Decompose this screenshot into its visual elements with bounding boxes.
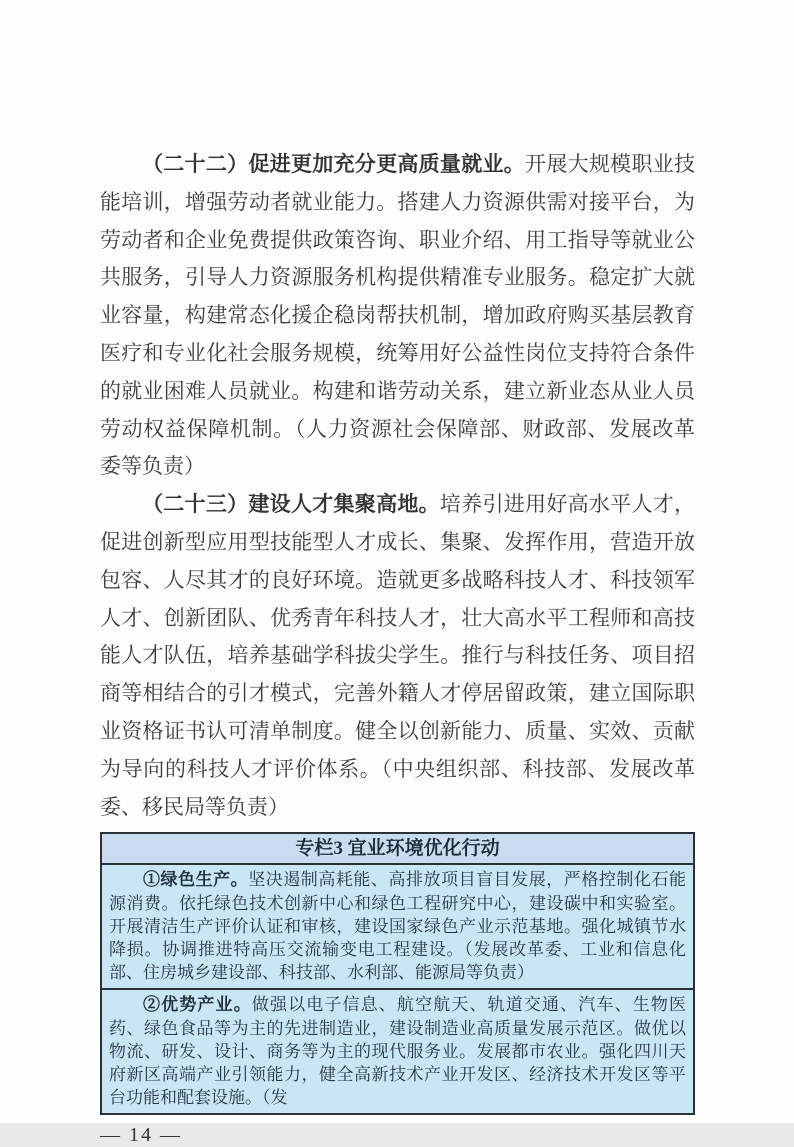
page-number: — 14 — <box>100 1124 182 1147</box>
panel-item-2-body: 做强以电子信息、航空航天、轨道交通、汽车、生物医药、绿色食品等为主的先进制造业，建设制造业高质量发展示范区。做优以物流、研发、设计、商务等为主的现代服务业。发展都市农业。强化四川天府新区高端产业引领能力，健全高新技术产业开发区、经济技术开发区等平台功能和配套设施。（发 <box>109 995 686 1108</box>
paragraph-22 <box>100 146 695 486</box>
panel-item-1-lead: ①绿色生产。 <box>143 870 249 890</box>
paragraph-23-body: 培养引进用好高水平人才，促进创新型应用型技能型人才成长、集聚、发挥作用，营造开放包容、人尽其才的良好环境。造就更多战略科技人才、科技领军人才、创新团队、优秀青年科技人才，壮大高水平工程师和高技能人才队伍，培养基础学科拔尖学生。推行与科技任务、项目招商等相结合的引才模式，完善外籍人才停居留政策，建立国际职业资格证书认可清单制度。健全以创新能力、质量、实效、贡献为导向的科技人才评价体系。（中央组织部、科技部、发展改革委、移民局等负责） <box>100 492 696 819</box>
paragraph-23-lead: （二十三）建设人才集聚高地。 <box>142 492 440 517</box>
panel-title: 专栏3 宜业环境优化行动 <box>102 834 693 865</box>
paragraph-23 <box>100 486 695 826</box>
panel-item-advantage-industry <box>102 988 693 1113</box>
panel-item-1-body: 坚决遏制高耗能、高排放项目盲目发展，严格控制化石能源消费。依托绿色技术创新中心和绿色工程研究中心，建设碳中和实验室。开展清洁生产评价认证和审核，建设国家绿色产业示范基地。强化城镇节水降损。协调推进特高压交流输变电工程建设。（发展改革委、工业和信息化部、住房城乡建设部、科技部、水利部、能源局等负责） <box>109 870 687 983</box>
paragraph-22-lead: （二十二）促进更加充分更高质量就业。 <box>142 152 526 176</box>
paragraph-22-body: 开展大规模职业技能培训，增强劳动者就业能力。搭建人力资源供需对接平台，为劳动者和企业免费提供政策咨询、职业介绍、用工指导等就业公共服务，引导人力资源服务机构提供精准专业服务。稳定扩大就业容量，构建常态化援企稳岗帮扶机制，增加政府购买基层教育医疗和专业化社会服务规模，统筹用好公益性岗位支持符合条件的就业困难人员就业。构建和谐劳动关系，建立新业态从业人员劳动权益保障机制。（人力资源社会保障部、财政部、发展改革委等负责） <box>100 152 696 479</box>
panel-item-green-production <box>102 865 693 988</box>
panel-box <box>100 832 695 1115</box>
panel-item-1-paragraph <box>109 868 686 984</box>
panel-item-2-paragraph <box>109 993 686 1109</box>
panel-item-2-lead: ②优势产业。 <box>143 995 252 1015</box>
